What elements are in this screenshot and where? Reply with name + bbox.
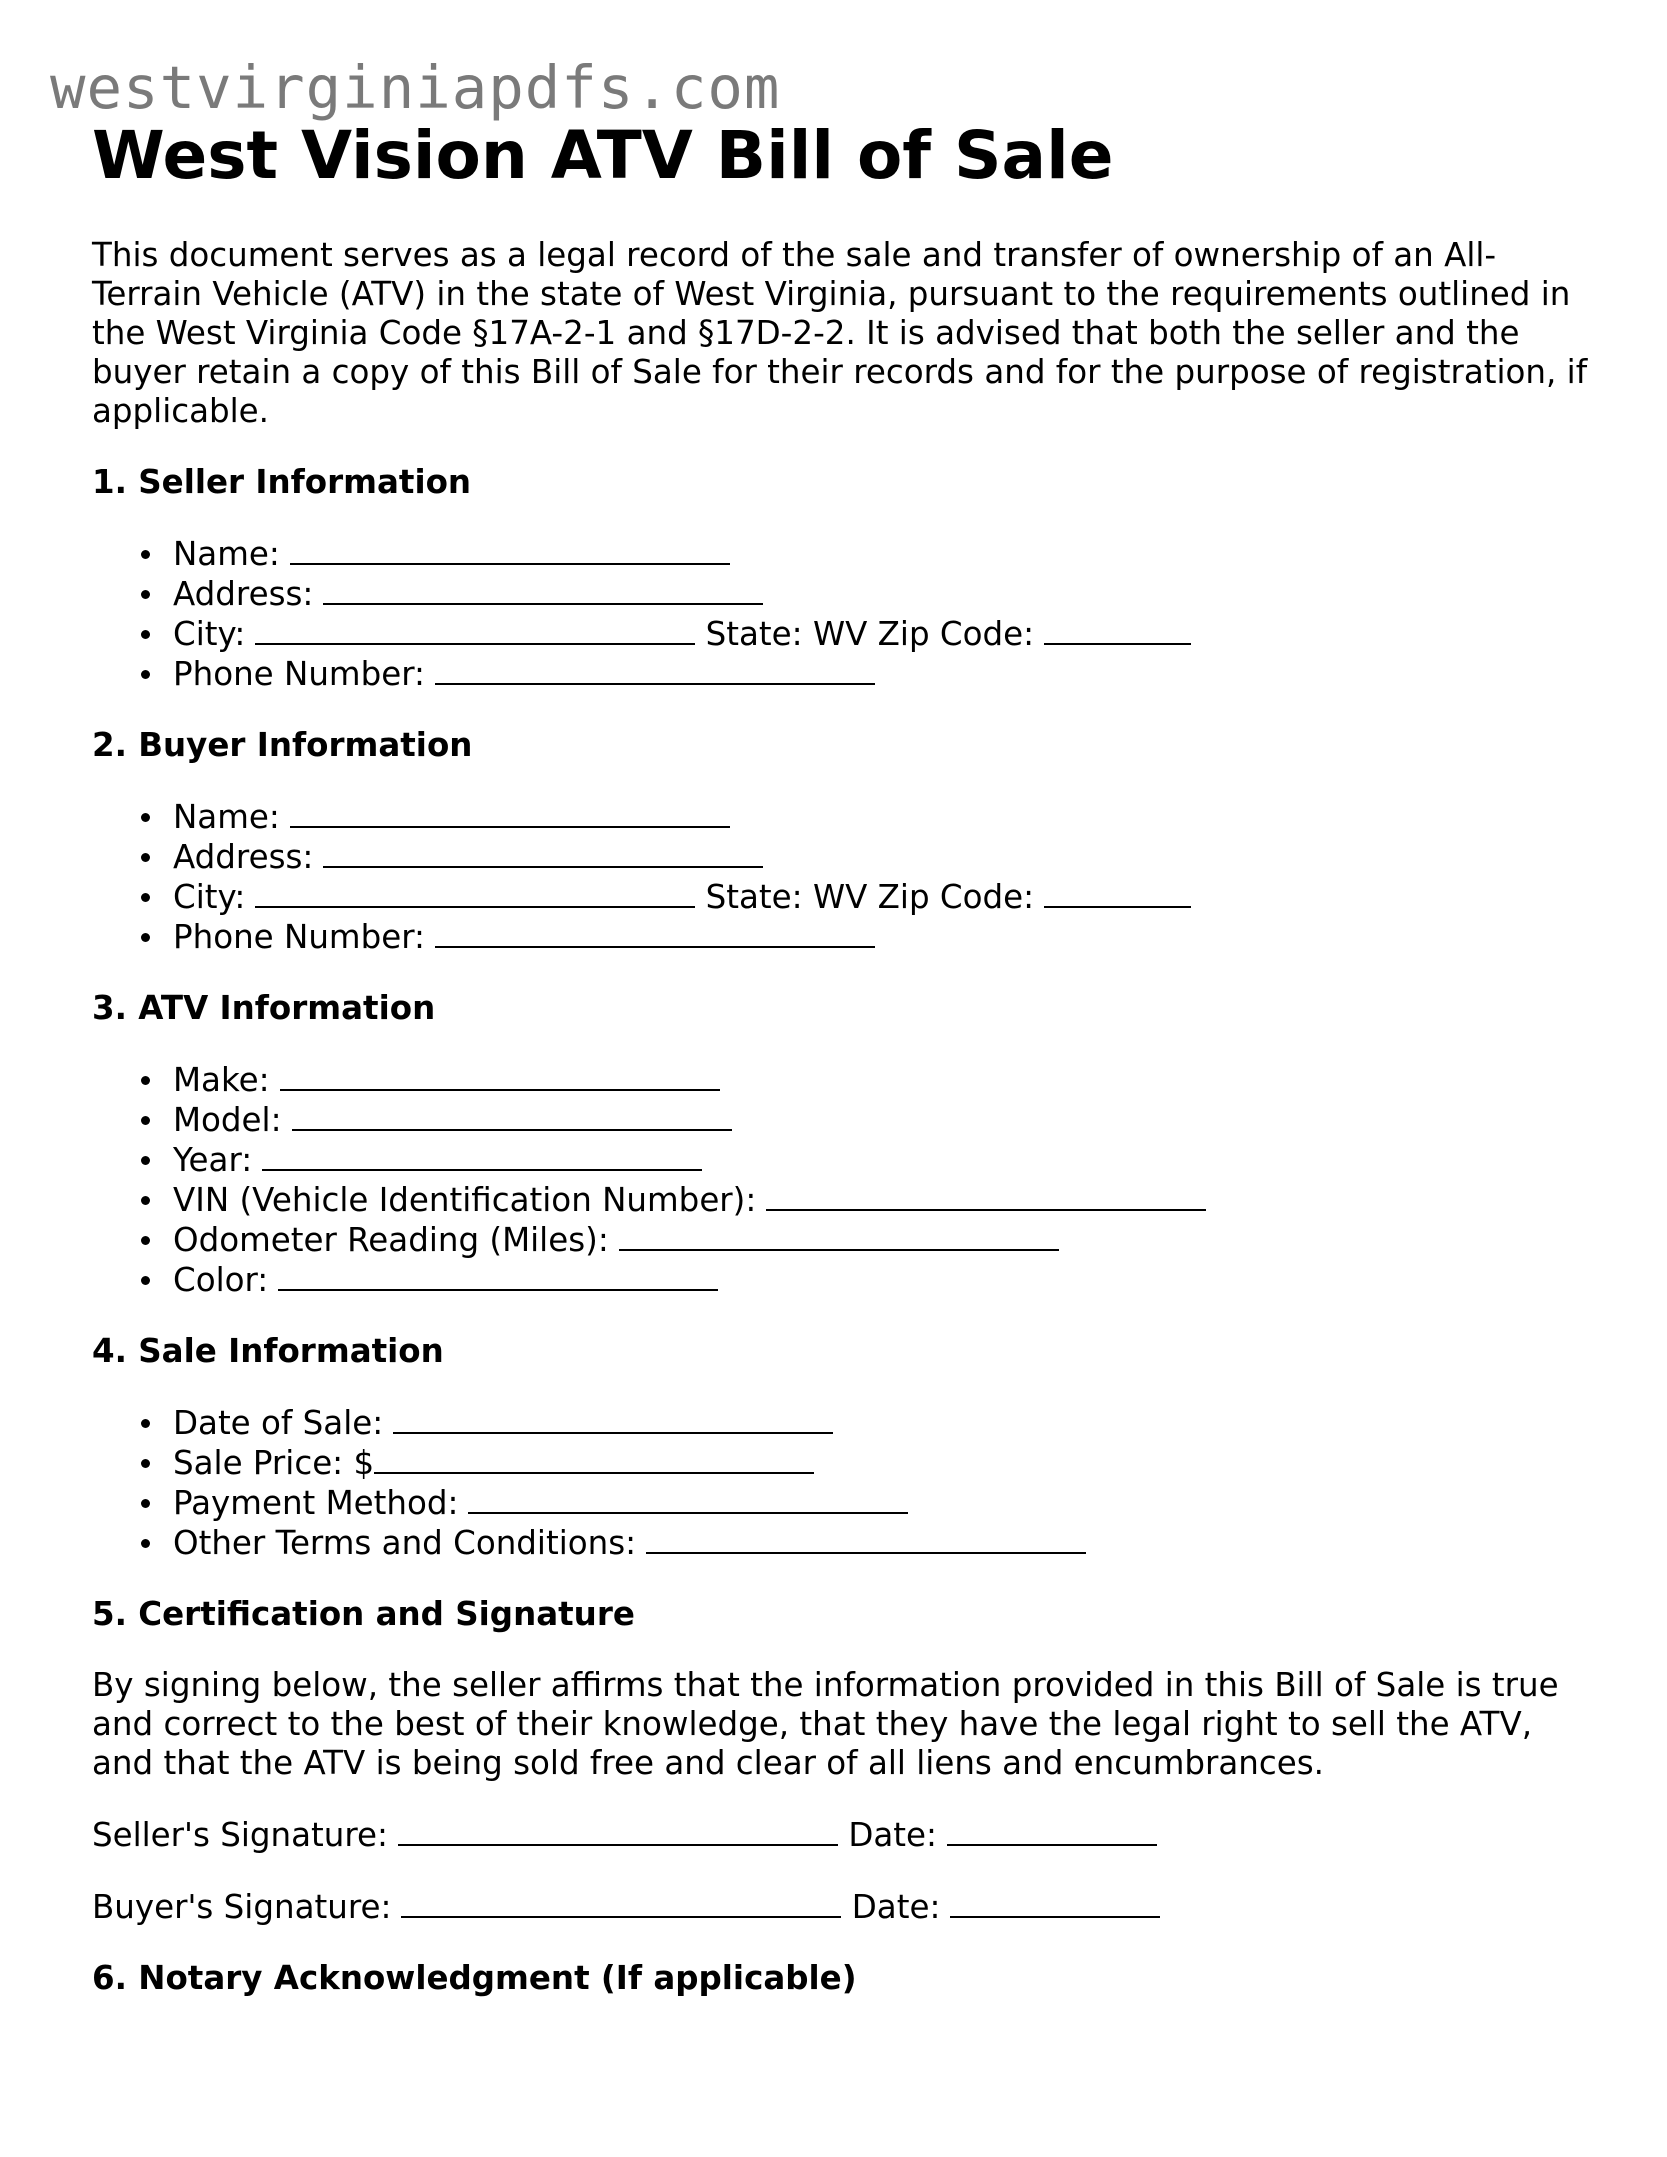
- intro-paragraph: This document serves as a legal record of the sale and transfer of ownership of an All-Terrain Vehicle (ATV) in the state of West Virginia, pursuant to the requirements outlined in the West Virginia Code §17A-2-1 and §17D-2-2. It is advised that both the seller and the buyer retain a copy of this Bill of Sale for their records and for the purpose of registration, if applicable.: [92, 236, 1588, 430]
- buyer-address-item: [173, 837, 1592, 877]
- buyer-phone-blank[interactable]: [435, 917, 875, 948]
- buyer-city-item: [173, 877, 1592, 917]
- buyer-name-label: Name:: [173, 798, 280, 836]
- certification-text: By signing below, the seller affirms that the information provided in this Bill of Sale is true and correct to the best of their knowledge, that they have the legal right to sell the ATV, and that the ATV is being sold free and clear of all liens and encumbrances.: [92, 1666, 1559, 1782]
- seller-name-blank[interactable]: [290, 534, 730, 565]
- sale-payment-item: [173, 1483, 1592, 1523]
- atv-heading: 3. ATV Information: [92, 989, 436, 1027]
- buyer-name-blank[interactable]: [290, 797, 730, 828]
- document-title: West Vision ATV Bill of Sale: [92, 117, 1114, 194]
- seller-state-zip-label: State: WV Zip Code:: [705, 615, 1035, 653]
- buyer-signature-line: [92, 1887, 1592, 1927]
- seller-heading: 1. Seller Information: [92, 463, 472, 501]
- atv-make-item: [173, 1060, 1592, 1100]
- seller-city-label: City:: [173, 615, 246, 653]
- notary-section: [92, 1959, 1592, 1998]
- seller-phone-label: Phone Number:: [173, 655, 425, 693]
- seller-city-blank[interactable]: [255, 614, 695, 645]
- document-page: [92, 116, 1592, 1998]
- atv-year-item: [173, 1140, 1592, 1180]
- seller-zip-blank[interactable]: [1044, 614, 1191, 645]
- buyer-address-blank[interactable]: [323, 837, 763, 868]
- atv-section: [92, 989, 1592, 1300]
- sale-terms-item: [173, 1523, 1592, 1563]
- sale-date-item: [173, 1403, 1592, 1443]
- buyer-address-label: Address:: [173, 838, 314, 876]
- buyer-city-blank[interactable]: [255, 877, 695, 908]
- buyer-name-item: [173, 797, 1592, 837]
- sale-price-blank[interactable]: [374, 1443, 814, 1474]
- atv-model-item: [173, 1100, 1592, 1140]
- certification-heading: 5. Certification and Signature: [92, 1595, 635, 1633]
- sale-price-item: [173, 1443, 1592, 1483]
- sale-payment-label: Payment Method:: [173, 1484, 459, 1522]
- atv-vin-blank[interactable]: [766, 1180, 1206, 1211]
- sale-payment-blank[interactable]: [468, 1483, 908, 1514]
- buyer-heading: 2. Buyer Information: [92, 726, 473, 764]
- seller-date-blank[interactable]: [947, 1815, 1157, 1846]
- sale-section: [92, 1332, 1592, 1563]
- seller-address-item: [173, 574, 1592, 614]
- atv-color-item: [173, 1260, 1592, 1300]
- atv-vin-label: VIN (Vehicle Identification Number):: [173, 1181, 757, 1219]
- atv-fields: [92, 1060, 1592, 1300]
- atv-make-label: Make:: [173, 1061, 270, 1099]
- seller-phone-blank[interactable]: [435, 654, 875, 685]
- buyer-state-zip-label: State: WV Zip Code:: [705, 878, 1035, 916]
- seller-signature-blank[interactable]: [398, 1815, 838, 1846]
- buyer-date-label: Date:: [851, 1888, 941, 1926]
- buyer-fields: [92, 797, 1592, 957]
- buyer-date-blank[interactable]: [950, 1887, 1160, 1918]
- seller-date-label: Date:: [848, 1816, 937, 1854]
- sale-date-label: Date of Sale:: [173, 1404, 384, 1442]
- seller-city-item: [173, 614, 1592, 654]
- atv-color-label: Color:: [173, 1261, 269, 1299]
- sale-terms-label: Other Terms and Conditions:: [173, 1524, 637, 1562]
- atv-model-blank[interactable]: [292, 1100, 732, 1131]
- seller-address-blank[interactable]: [323, 574, 763, 605]
- buyer-phone-item: [173, 917, 1592, 957]
- certification-section: [92, 1595, 1592, 1927]
- seller-signature-line: [92, 1815, 1592, 1855]
- atv-odometer-blank[interactable]: [619, 1220, 1059, 1251]
- sale-date-blank[interactable]: [393, 1403, 833, 1434]
- atv-year-label: Year:: [173, 1141, 253, 1179]
- buyer-signature-label: Buyer's Signature:: [92, 1888, 392, 1926]
- sale-price-label: Sale Price: $: [173, 1444, 375, 1482]
- buyer-section: [92, 726, 1592, 957]
- seller-name-label: Name:: [173, 535, 280, 573]
- notary-heading: 6. Notary Acknowledgment (If applicable): [92, 1959, 857, 1997]
- atv-make-blank[interactable]: [280, 1060, 720, 1091]
- atv-model-label: Model:: [173, 1101, 282, 1139]
- seller-section: [92, 463, 1592, 694]
- buyer-zip-blank[interactable]: [1044, 877, 1191, 908]
- seller-phone-item: [173, 654, 1592, 694]
- seller-address-label: Address:: [173, 575, 314, 613]
- sale-terms-blank[interactable]: [646, 1523, 1086, 1554]
- atv-odometer-label: Odometer Reading (Miles):: [173, 1221, 609, 1259]
- watermark: westvirginiapdfs.com: [50, 53, 781, 122]
- sale-heading: 4. Sale Information: [92, 1332, 444, 1370]
- seller-signature-label: Seller's Signature:: [92, 1816, 388, 1854]
- atv-year-blank[interactable]: [262, 1140, 702, 1171]
- atv-odometer-item: [173, 1220, 1592, 1260]
- buyer-phone-label: Phone Number:: [173, 918, 425, 956]
- atv-vin-item: [173, 1180, 1592, 1220]
- sale-fields: [92, 1403, 1592, 1563]
- seller-fields: [92, 534, 1592, 694]
- buyer-city-label: City:: [173, 878, 246, 916]
- buyer-signature-blank[interactable]: [401, 1887, 841, 1918]
- seller-name-item: [173, 534, 1592, 574]
- atv-color-blank[interactable]: [278, 1260, 718, 1291]
